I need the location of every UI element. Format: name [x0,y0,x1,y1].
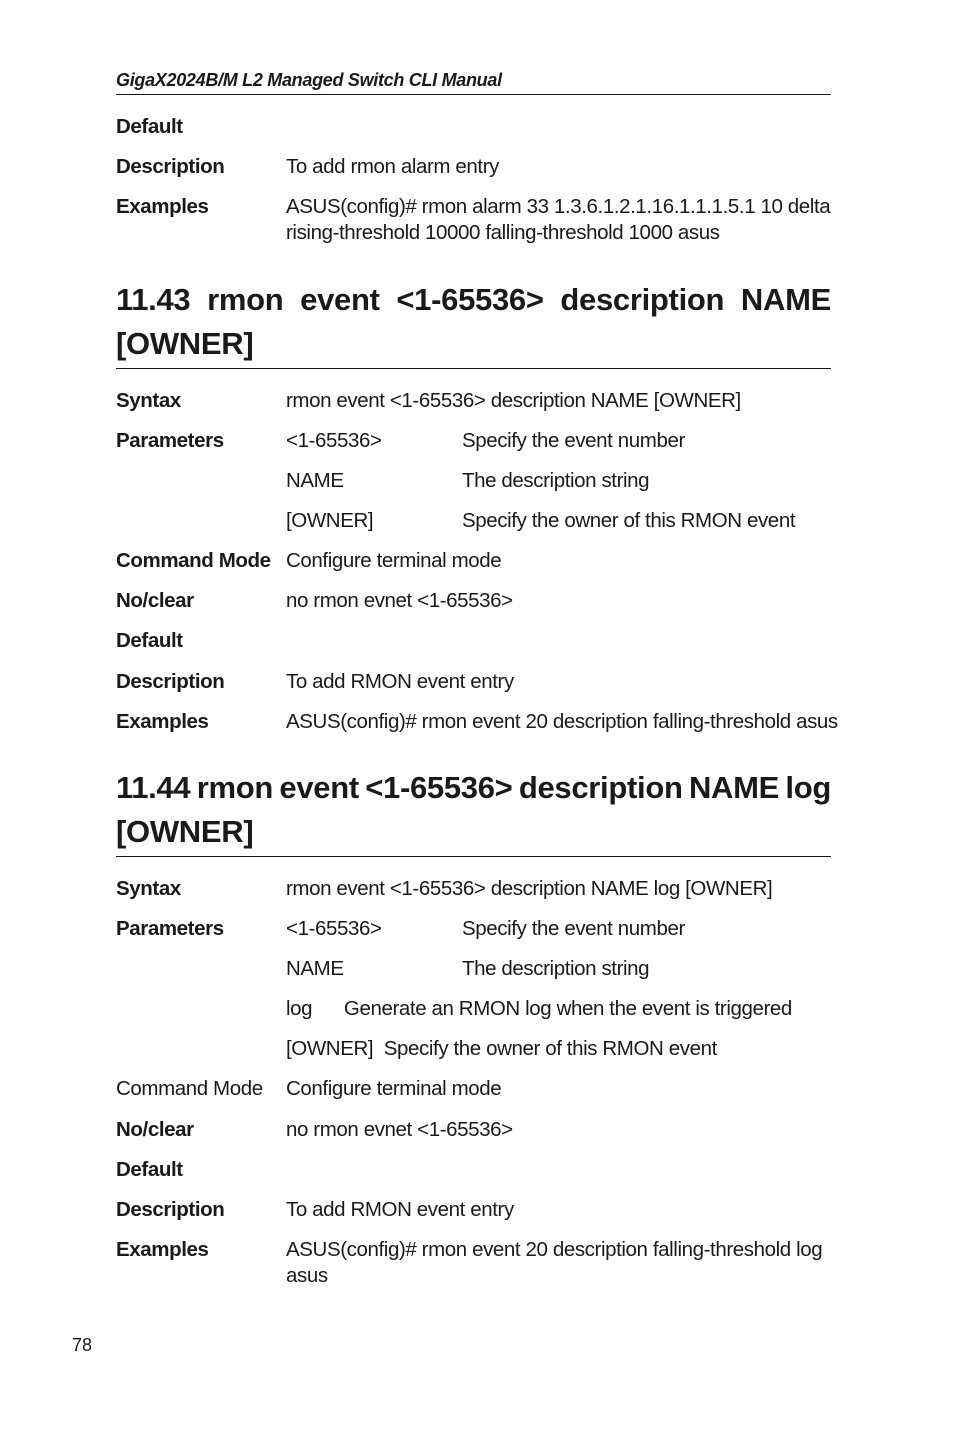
examples-value [286,1237,831,1289]
parameter-description: The description string [462,957,650,980]
section-title-line-2: [OWNER] [116,326,254,361]
default-label: Default [116,115,183,138]
description-label: Description [116,670,225,693]
examples-value [286,194,831,246]
examples-line-2: asus [286,1264,328,1287]
parameter-name: <1-65536> [286,917,382,940]
examples-label: Examples [116,710,209,733]
parameter-description: Specify the event number [462,429,685,452]
description-label: Description [116,1198,225,1221]
examples-line-1: ASUS(config)# rmon event 20 description falling-threshold log [286,1238,823,1261]
command-mode-label: Command Mode [116,549,271,572]
description-value: To add RMON event entry [286,670,514,693]
title-word: <1-65536> [396,282,544,317]
section-title-11-44 [116,766,831,857]
default-label: Default [116,1158,183,1181]
examples-label: Examples [116,1238,209,1261]
noclear-label: No/clear [116,589,194,612]
description-value: To add rmon alarm entry [286,155,499,178]
parameter-name: NAME [286,469,344,492]
parameter-description: Specify the event number [462,917,685,940]
command-mode-value: Configure terminal mode [286,549,502,572]
title-word: rmon [207,282,284,317]
title-word: event [300,282,380,317]
parameter-description: The description string [462,469,650,492]
title-word: <1-65536> [365,770,513,805]
description-value: To add RMON event entry [286,1198,514,1221]
title-word: rmon [196,770,274,805]
title-word: NAME [740,282,831,317]
title-word: description [560,282,725,317]
examples-value: ASUS(config)# rmon event 20 description falling-threshold asus [286,710,838,733]
parameter-owner-line: [OWNER] Specify the owner of this RMON event [286,1037,717,1060]
title-word: 11.43 [116,282,191,317]
section-title-line-1 [116,278,831,322]
command-mode-label: Command Mode [116,1077,263,1100]
syntax-label: Syntax [116,389,181,412]
parameter-log-line: log Generate an RMON log when the event is triggered [286,997,792,1020]
title-word: description [518,770,683,805]
noclear-label: No/clear [116,1118,194,1141]
description-label: Description [116,155,225,178]
section-title-line-1 [116,766,831,810]
title-word: NAME [688,770,780,805]
page-number: 78 [72,1335,93,1355]
parameters-label: Parameters [116,917,224,940]
parameter-name: [OWNER] [286,509,374,532]
section-title-line-2: [OWNER] [116,814,254,849]
noclear-value: no rmon evnet <1-65536> [286,1118,513,1141]
parameter-description: Specify the owner of this RMON event [462,509,796,532]
title-word: event [279,770,359,805]
syntax-value: rmon event <1-65536> description NAME log [OWNER] [286,877,773,900]
examples-label: Examples [116,195,209,218]
parameter-name: <1-65536> [286,429,382,452]
syntax-label: Syntax [116,877,181,900]
examples-line-1: ASUS(config)# rmon alarm 33 1.3.6.1.2.1.16.1.1.1.5.1 10 delta [286,195,831,218]
examples-line-2: rising-threshold 10000 falling-threshold 1000 asus [286,221,720,244]
syntax-value: rmon event <1-65536> description NAME [OWNER] [286,389,741,412]
section-title-11-43 [116,278,831,369]
title-word: 11.44 [116,770,191,805]
title-word: log [785,770,831,805]
command-mode-value: Configure terminal mode [286,1077,502,1100]
parameter-name: NAME [286,957,344,980]
noclear-value: no rmon evnet <1-65536> [286,589,513,612]
running-header: GigaX2024B/M L2 Managed Switch CLI Manual [116,70,831,95]
parameters-label: Parameters [116,429,224,452]
default-label: Default [116,629,183,652]
